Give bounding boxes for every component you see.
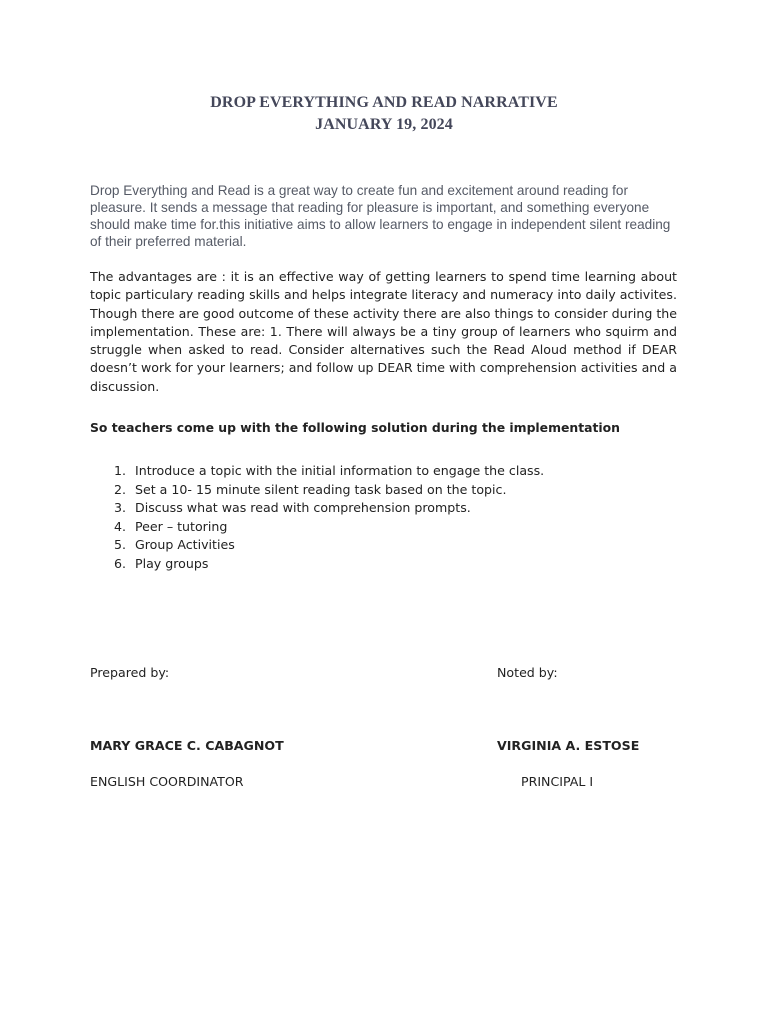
list-item-text: Play groups bbox=[135, 555, 209, 571]
list-item-text: Set a 10- 15 minute silent reading task based on the topic. bbox=[135, 481, 507, 497]
list-item-number: 6. bbox=[113, 555, 126, 571]
list-item-number: 1. bbox=[113, 463, 126, 478]
advantages-paragraph: The advantages are : it is an effective way of getting learners to spend time learning about topic particulary reading skills and helps integrate literacy and numeracy into daily activites. Though there are good outcome of these activity there are also things to consider during the implementation. These are: 1. There will always be a tiny group of learners who squirm and struggle when asked to read. Consider alternatives such the Read Aloud method if DEAR doesn’t work for your learners; and follow up DEAR time with comprehension activities and a discussion. bbox=[90, 269, 677, 394]
intro-paragraph: Drop Everything and Read is a great way to create fun and excitement around reading for pleasure. It sends a message that reading for pleasure is important, and something everyone should make time for.this initiative aims to allow learners to engage in independent silent reading of their preferred material. bbox=[90, 183, 671, 249]
list-item-text: Introduce a topic with the initial information to engage the class. bbox=[135, 463, 545, 478]
list-item-number: 4. bbox=[113, 518, 126, 534]
document-title: DROP EVERYTHING AND READ NARRATIVE bbox=[210, 94, 558, 111]
list-item-text: Group Activities bbox=[135, 537, 235, 552]
list-item-text: Peer – tutoring bbox=[135, 518, 228, 534]
prepared-by-position: ENGLISH COORDINATOR bbox=[90, 774, 244, 789]
noted-by-name: VIRGINIA A. ESTOSE bbox=[497, 738, 640, 753]
list-item-text: Discuss what was read with comprehension prompts. bbox=[135, 500, 471, 515]
noted-by-label: Noted by: bbox=[497, 665, 558, 680]
list-item-number: 3. bbox=[113, 500, 126, 515]
prepared-by-name: MARY GRACE C. CABAGNOT bbox=[90, 738, 284, 753]
list-item-number: 2. bbox=[113, 481, 126, 497]
document-date: JANUARY 19, 2024 bbox=[315, 116, 453, 133]
noted-by-position: PRINCIPAL I bbox=[521, 774, 594, 789]
list-item-number: 5. bbox=[113, 537, 126, 552]
solutions-heading: So teachers come up with the following solution during the implementation bbox=[90, 420, 621, 435]
prepared-by-label: Prepared by: bbox=[90, 665, 170, 680]
